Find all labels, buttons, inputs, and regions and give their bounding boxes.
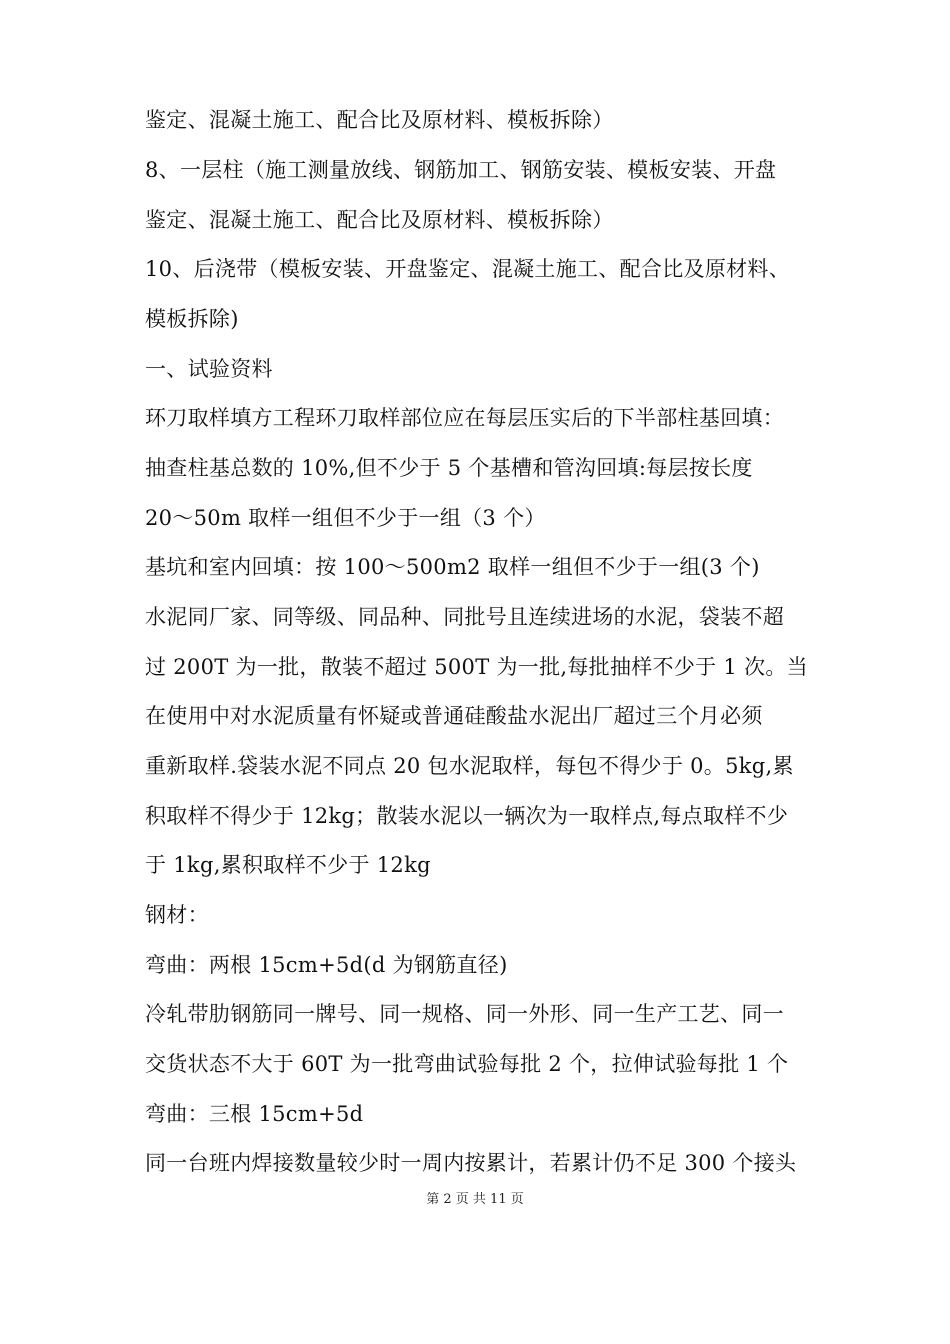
text-line: 冷轧带肋钢筋同一牌号、同一规格、同一外形、同一生产工艺、同一 bbox=[145, 1002, 784, 1026]
text-line: 弯曲：三根 15cm+5d bbox=[145, 1102, 364, 1126]
text-line: 积取样不得少于 12kg；散装水泥以一辆次为一取样点,每点取样不少 bbox=[145, 804, 789, 828]
text-line: 过 200T 为一批，散装不超过 500T 为一批,每批抽样不少于 1 次。当 bbox=[145, 655, 808, 679]
text-line: 8、一层柱（施工测量放线、钢筋加工、钢筋安装、模板安装、开盘 bbox=[145, 158, 777, 182]
text-line: 鉴定、混凝土施工、配合比及原材料、模板拆除） bbox=[145, 108, 614, 132]
text-line: 交货状态不大于 60T 为一批弯曲试验每批 2 个，拉伸试验每批 1 个 bbox=[145, 1052, 789, 1076]
text-line: 弯曲：两根 15cm+5d(d 为钢筋直径) bbox=[145, 953, 508, 977]
text-line: 鉴定、混凝土施工、配合比及原材料、模板拆除） bbox=[145, 208, 614, 232]
text-line: 模板拆除) bbox=[145, 307, 239, 331]
text-line: 基坑和室内回填：按 100～500m2 取样一组但不少于一组(3 个) bbox=[145, 555, 760, 579]
text-line: 环刀取样填方工程环刀取样部位应在每层压实后的下半部柱基回填： bbox=[145, 406, 784, 430]
text-line: 同一台班内焊接数量较少时一周内按累计，若累计仍不足 300 个接头 bbox=[145, 1151, 797, 1175]
text-line: 重新取样.袋装水泥不同点 20 包水泥取样，每包不得少于 0。5kg,累 bbox=[145, 754, 794, 778]
text-line: 10、后浇带（模板安装、开盘鉴定、混凝土施工、配合比及原材料、 bbox=[145, 257, 791, 281]
text-line: 于 1kg,累积取样不少于 12kg bbox=[145, 853, 431, 877]
text-line: 在使用中对水泥质量有怀疑或普通硅酸盐水泥出厂超过三个月必须 bbox=[145, 704, 763, 728]
section-heading: 一、试验资料 bbox=[145, 357, 273, 381]
text-line: 20～50m 取样一组但不少于一组（3 个） bbox=[145, 506, 546, 530]
page-number-footer: 第 2 页 共 11 页 bbox=[426, 1192, 524, 1207]
text-line: 钢材： bbox=[145, 903, 209, 927]
text-line: 抽查柱基总数的 10%,但不少于 5 个基槽和管沟回填:每层按长度 bbox=[145, 456, 753, 480]
text-line: 水泥同厂家、同等级、同品种、同批号且连续进场的水泥，袋装不超 bbox=[145, 605, 784, 629]
